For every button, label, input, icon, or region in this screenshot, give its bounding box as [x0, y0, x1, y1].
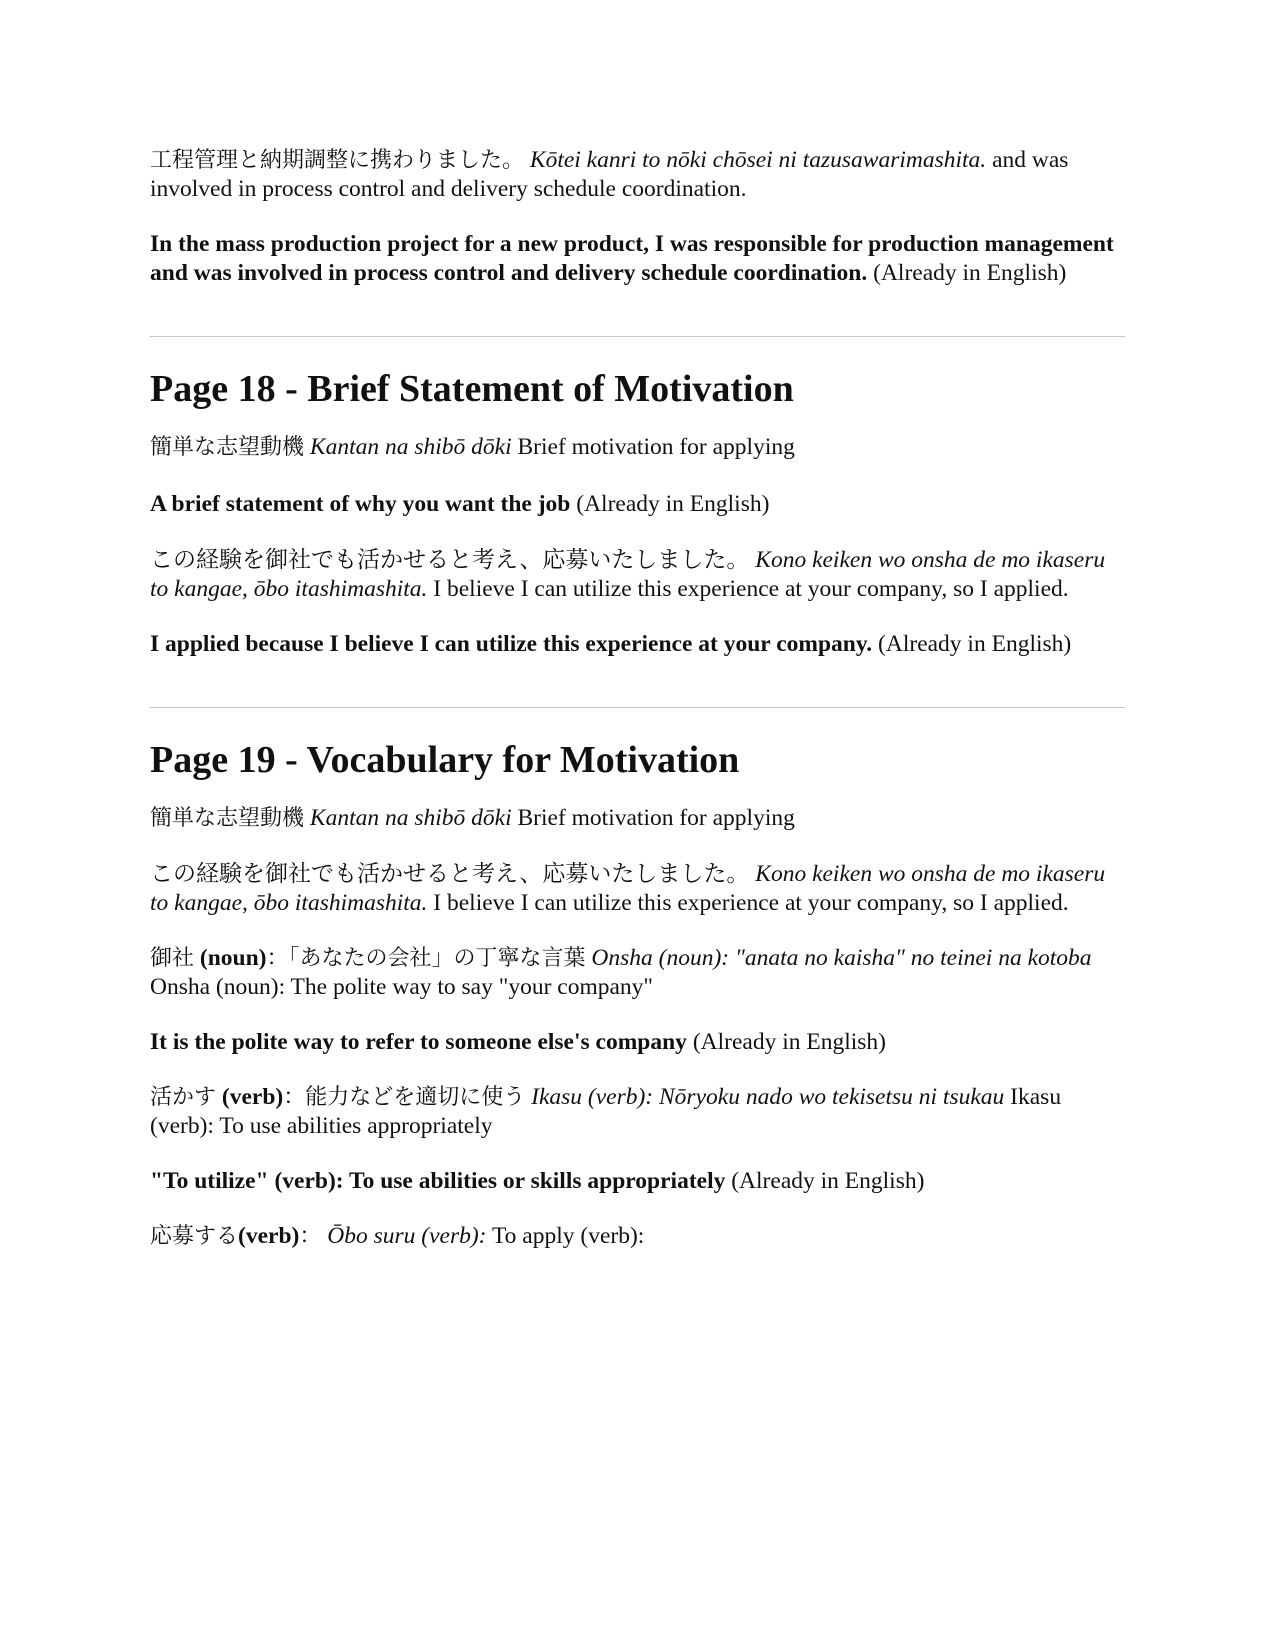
romaji-text: Kantan na shibō dōki — [309, 805, 512, 831]
japanese-text: 簡単な志望動機 — [150, 435, 305, 460]
romaji-text: Kono keiken wo onsha de mo ikaseru to kangae, ōbo itashimashita. — [150, 861, 1106, 916]
english-text: Ikasu (verb): To use abilities appropriately — [150, 1084, 1062, 1139]
vocab-word: 活かす — [150, 1085, 217, 1110]
romaji-text: Kōtei kanri to nōki chōsei ni tazusawarimashita. — [529, 147, 987, 173]
bold-translation: A brief statement of why you want the job — [150, 491, 571, 517]
vocab-obo-suru — [150, 1222, 1125, 1251]
vocab-ikasu — [150, 1083, 1125, 1141]
section-divider — [150, 707, 1125, 708]
already-english-note: (Already in English) — [873, 260, 1067, 286]
vocab-onsha-english — [150, 1028, 1125, 1057]
english-text: and was involved in process control and delivery schedule coordination. — [150, 147, 1069, 202]
p17-tail-paragraph — [150, 146, 1125, 204]
part-of-speech: (verb) — [238, 1223, 300, 1249]
english-text: To apply (verb): — [491, 1223, 645, 1249]
romaji-text: Ōbo suru (verb): — [327, 1223, 487, 1249]
english-text: Brief motivation for applying — [517, 434, 795, 460]
japanese-definition: ：「あなたの会社」の丁寧な言葉 — [266, 946, 586, 971]
japanese-definition: ：能力などを適切に使う — [283, 1085, 526, 1110]
bold-translation: In the mass production project for a new product, I was responsible for production management and was involved in process control and delivery schedule coordination. — [150, 231, 1114, 286]
p18-line4 — [150, 630, 1125, 659]
english-text: Onsha (noun): The polite way to say "your company" — [150, 974, 654, 1000]
p18-line3 — [150, 546, 1125, 604]
bold-translation: I applied because I believe I can utilize this experience at your company. — [150, 631, 873, 657]
document-page — [150, 140, 1125, 1251]
japanese-text: この経験を御社でも活かせると考え、応募いたしました。 — [150, 861, 750, 887]
vocab-ikasu-english — [150, 1167, 1125, 1196]
vocab-word: 御社 — [150, 946, 195, 971]
already-english-note: (Already in English) — [692, 1029, 886, 1055]
japanese-definition: ： — [299, 1224, 322, 1249]
japanese-text: 簡単な志望動機 — [150, 806, 305, 831]
bold-translation: It is the polite way to refer to someone else's company — [150, 1029, 687, 1055]
section-heading-page-19: Page 19 - Vocabulary for Motivation — [150, 739, 740, 781]
section-heading-page-18: Page 18 - Brief Statement of Motivation — [150, 368, 794, 410]
part-of-speech: (verb) — [221, 1084, 284, 1110]
section-divider — [150, 336, 1125, 337]
bold-translation: "To utilize" (verb): To use abilities or skills appropriately — [150, 1168, 726, 1194]
p17-summary-paragraph — [150, 230, 1125, 288]
romaji-text: Ikasu (verb): Nōryoku nado wo tekisetsu ni tsukau — [531, 1084, 1005, 1110]
japanese-text: 工程管理と納期調整に携わりました。 — [150, 148, 525, 173]
english-text: I believe I can utilize this experience at your company, so I applied. — [433, 576, 1069, 602]
english-text: Brief motivation for applying — [517, 805, 795, 831]
vocab-word: 応募する — [150, 1224, 239, 1249]
p18-line2 — [150, 490, 1125, 519]
romaji-text: Kono keiken wo onsha de mo ikaseru to kangae, ōbo itashimashita. — [150, 547, 1106, 602]
already-english-note: (Already in English) — [731, 1168, 925, 1194]
english-text: I believe I can utilize this experience at your company, so I applied. — [433, 890, 1069, 916]
p18-line1 — [150, 433, 1125, 462]
romaji-text: Onsha (noun): "anata no kaisha" no teinei na kotoba — [591, 945, 1092, 971]
p19-line1 — [150, 804, 1125, 833]
already-english-note: (Already in English) — [576, 491, 770, 517]
japanese-text: この経験を御社でも活かせると考え、応募いたしました。 — [150, 547, 750, 573]
p19-line2 — [150, 860, 1125, 918]
part-of-speech: (noun) — [199, 945, 267, 971]
vocab-onsha — [150, 944, 1125, 1002]
romaji-text: Kantan na shibō dōki — [309, 434, 512, 460]
already-english-note: (Already in English) — [878, 631, 1072, 657]
